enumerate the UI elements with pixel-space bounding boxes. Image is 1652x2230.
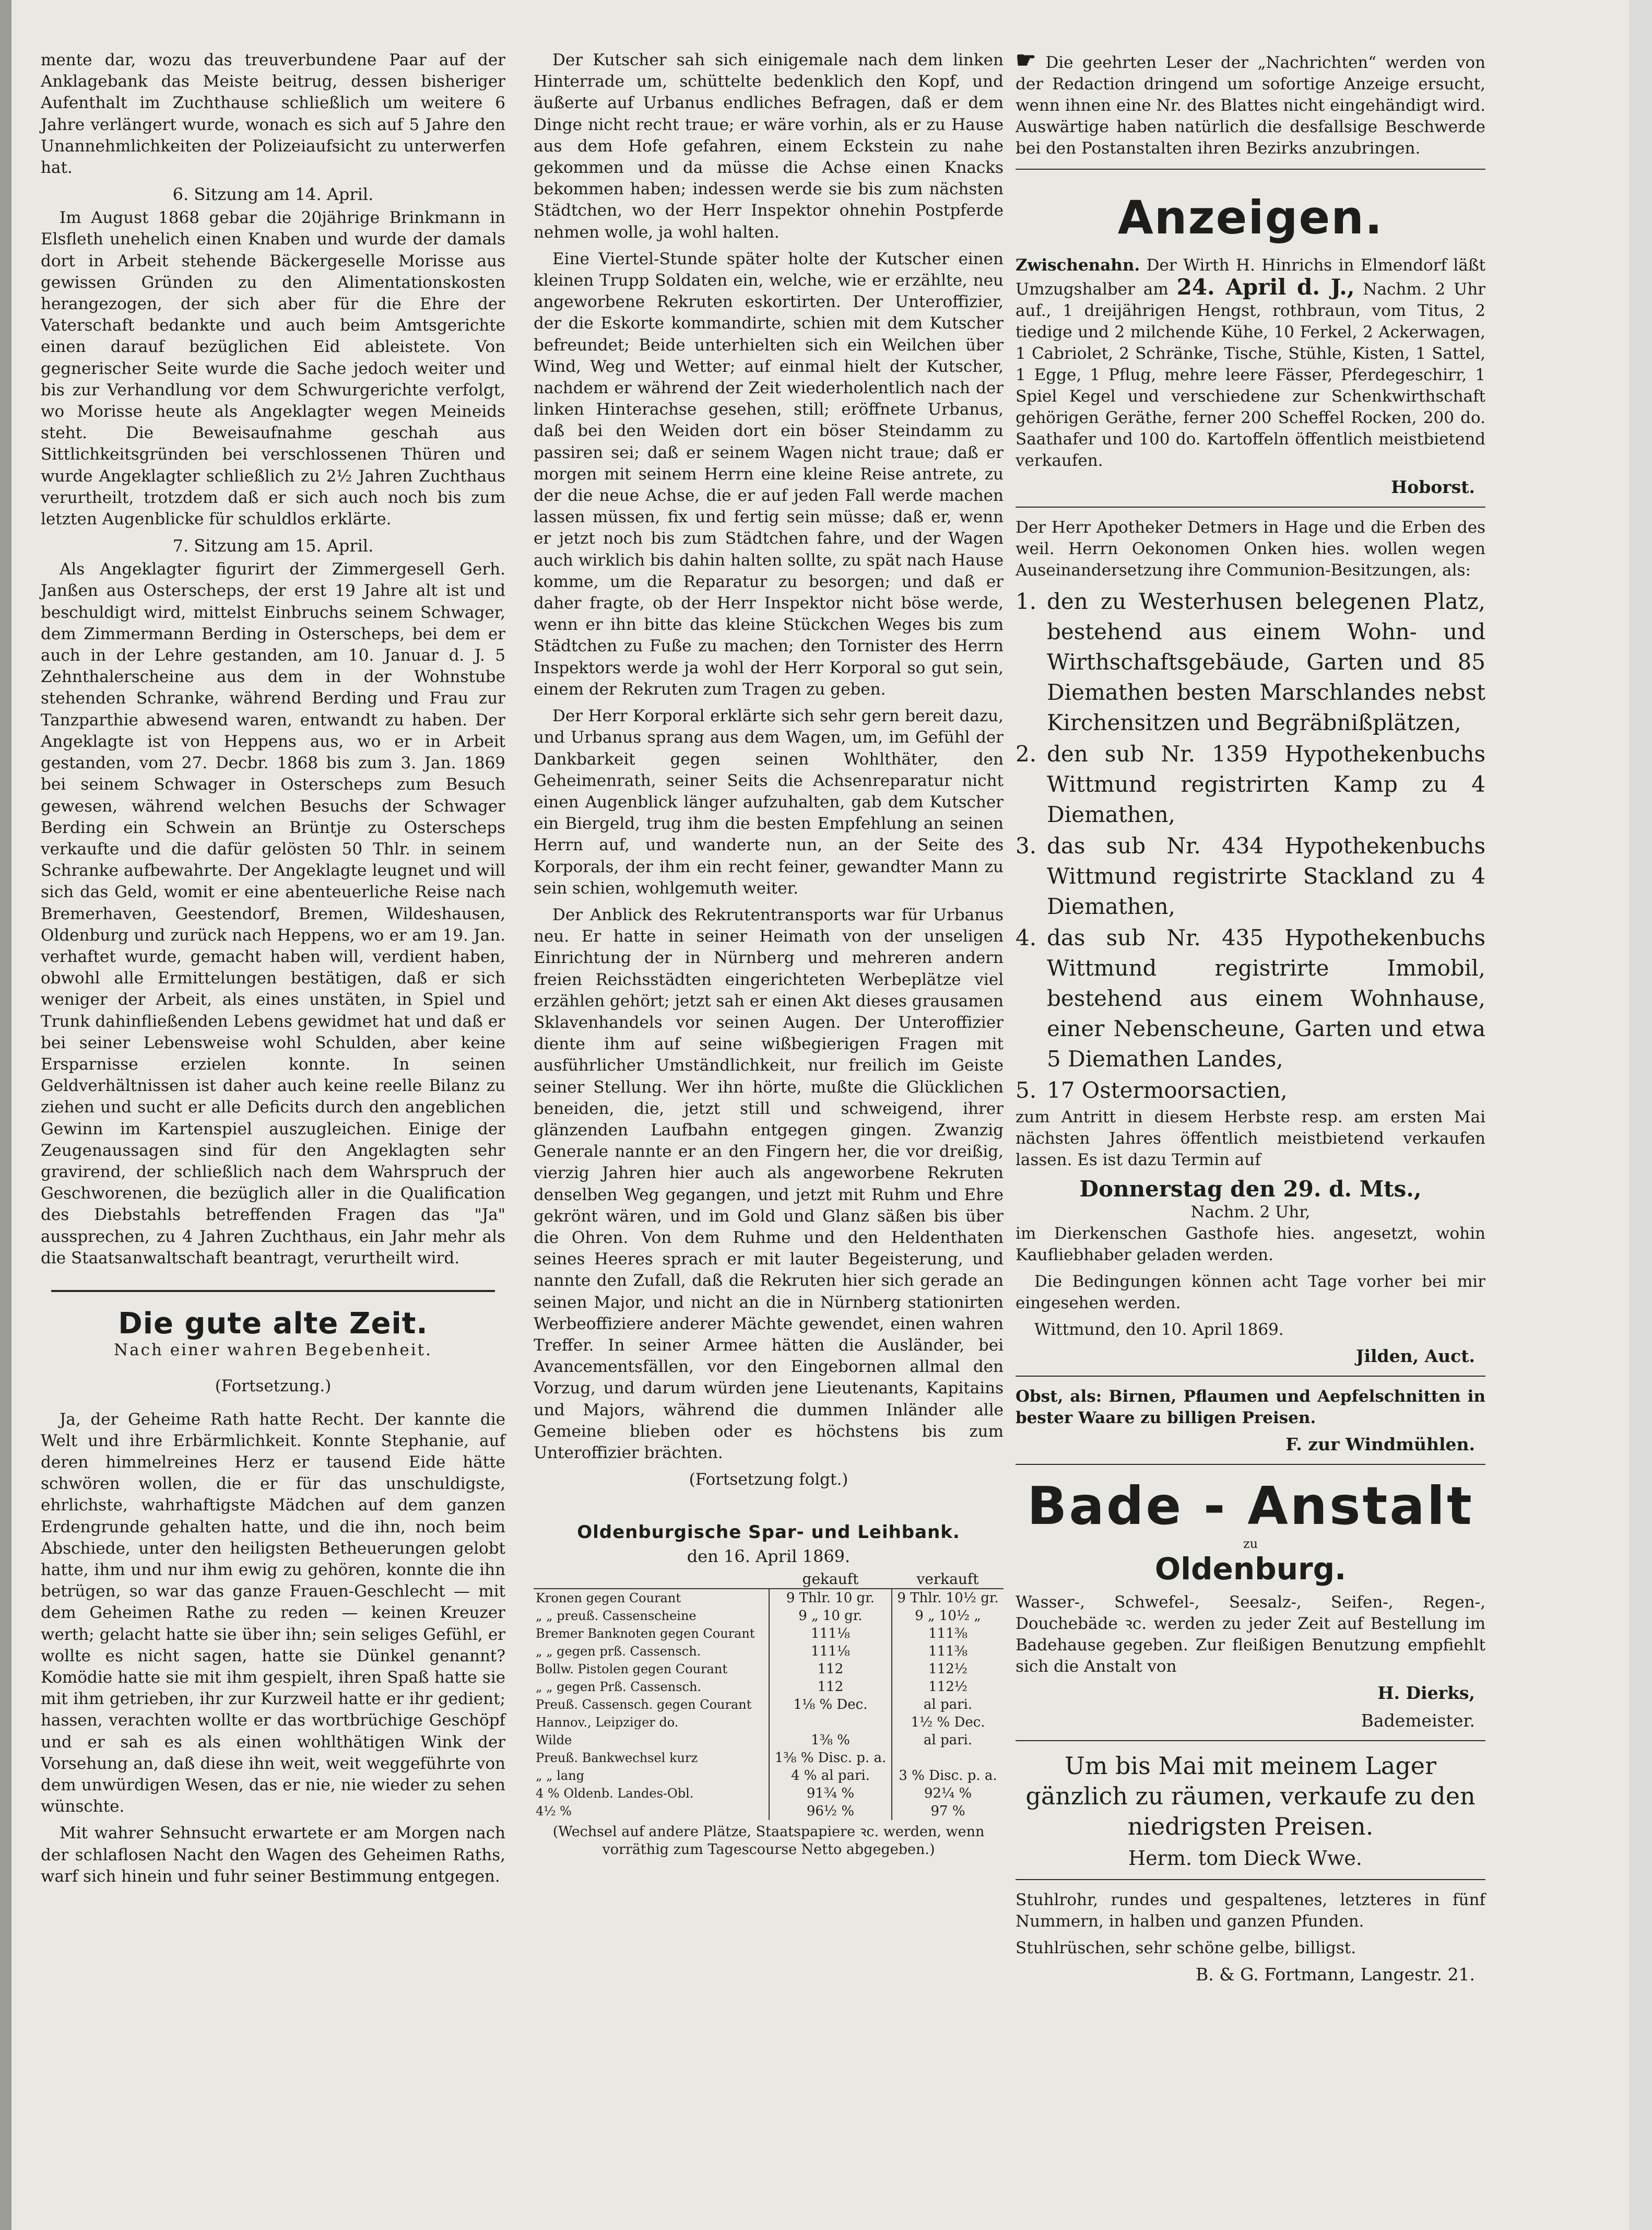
story-paragraph: Mit wahrer Sehnsucht erwartete er am Morgen nach der schlaflosen Nacht den Wagen des Geheimen Raths, warf sich hinein und fuhr seiner Bestimmung entgegen.: [41, 1824, 505, 1886]
court-intro: mente dar, wozu das treuverbundene Paar auf der Anklagebank das Meiste beitrug, dessen bisheriger Aufenthalt im Zuchthause schließlich um weitere 6 Jahre verlängert wurde, wonach es sich auf 5 Jahre den Unannehmlichkeiten der Polizeiaufsicht zu unterwerfen hat.: [41, 51, 505, 178]
land-sale-intro: Der Herr Apotheker Detmers in Hage und die Erben des weil. Herrn Oekonomen Onken hies. wollen wegen Auseinandersetzung ihre Communion-Besitzungen, als:: [1016, 518, 1485, 580]
table-row: [534, 1589, 1004, 1607]
auction-ad-zwischenahn: [1016, 255, 1485, 472]
table-cell: 111⅜: [928, 1643, 967, 1659]
table-header-cell: [534, 1570, 769, 1589]
scan-edge-right: [1629, 0, 1652, 2230]
bath-house-zu: zu: [1243, 1536, 1258, 1551]
list-item-text: das sub Nr. 434 Hypothekenbuchs Wittmund registrirte Stackland zu 4 Diemathen,: [1047, 833, 1485, 919]
list-item: [1016, 586, 1485, 738]
ad-signature: Herm. tom Dieck Wwe.: [1128, 1847, 1362, 1870]
table-cell: al pari.: [923, 1732, 973, 1748]
table-cell: Wilde: [536, 1732, 572, 1747]
table-header-row: [534, 1570, 1004, 1589]
table-cell: 92¼ %: [924, 1785, 972, 1801]
story-paragraph: Der Kutscher sah sich einigemale nach dem linken Hinterrade um, schüttelte bedenklich den Kopf, und äußerte auf Urbanus endliches Befragen, daß er dem Dinge nicht recht traue; er wäre vorhin, als er zu Hause aus dem Hofe gefahren, einem Eckstein zu nahe gekommen und da müsse die Achse einen Knacks bekommen haben; indessen werde sie bis zum nächsten Städtchen, wo der Herr Inspektor ohnehin Postpferde nehmen wolle, ja wohl halten.: [534, 51, 1004, 242]
table-cell: 1⅜ % Disc. p. a.: [769, 1749, 892, 1767]
column-right: [1016, 47, 1485, 1992]
cane-ad: Stuhlrohr, rundes und gespaltenes, letzteres in fünf Nummern, in halben und ganzen Pfunden.: [1016, 1891, 1485, 1931]
column-middle: [534, 50, 1004, 1859]
table-cell: Preuß. Cassensch. gegen Courant: [536, 1697, 752, 1712]
table-row: [534, 1802, 1004, 1820]
bath-house-text: Wasser-, Schwefel-, Seesalz-, Seifen-, Regen-, Douchebäde ꝛc. werden zu jeder Zeit auf Bestellung im Badehause gegeben. Zur fleißigen Benutzung empfiehlt sich die Anstalt von: [1016, 1593, 1485, 1676]
section-divider: [51, 1290, 495, 1292]
list-item-text: 17 Ostermoorsactien,: [1047, 1077, 1288, 1103]
table-row: [534, 1660, 1004, 1678]
table-cell: 1⅜ %: [769, 1731, 892, 1749]
reader-notice-text: Die geehrten Leser der „Nachrichten“ werden von der Redaction dringend um sofortige Anzeige ersucht, wenn ihnen eine Nr. des Blattes nicht eingehändigt wird. Auswärtige haben natürlich die desfallsige Beschwerde bei den Postanstalten ihren Bezirks anzubringen.: [1016, 53, 1485, 158]
story-paragraph: Eine Viertel-Stunde später holte der Kutscher einen kleinen Trupp Soldaten ein, welche, wie er erzählte, neu angeworbene Rekruten eskortirten. Der Unteroffizier, der die Eskorte kommandirte, schien mit dem Kutscher befreundet; Beide unterhielten sich ein Weilchen über Wind, Weg und Wetter; auf einmal hielt der Kutscher, nachdem er während der Zeit wiederholentlich nach der linken Hinterachse gesehen, still; eröffnete Urbanus, daß bei den Weiden dort ein böser Steindamm zu passiren sei; daß er seinem Wagen nicht traue; daß er morgen mit seinem Herrn eine kleine Reise antrete, zu der die neue Achse, die er auf jeden Fall werde machen lassen müssen, fix und fertig sein müsse; daß er, wenn er jetzt noch bis zum Städtchen fahre, und der Wagen auch wirklich bis dahin halten sollte, zu spät nach Hause komme, um die Reparatur zu besorgen; und daß er daher fragte, ob der Herr Inspektor nicht böse werde, wenn er ihn bitte das kleine Stückchen Weges bis zum Städtchen zu Fuße zu machen; den Tornister des Herrn Inspektors werde ja wohl der Herr Korporal so gut sein, einem der Rekruten zum Tragen zu geben.: [534, 249, 1004, 699]
ad-signature: F. zur Windmühlen.: [1285, 1434, 1475, 1454]
story-title: Die gute alte Zeit.: [118, 1306, 428, 1341]
story-paragraph: Ja, der Geheime Rath hatte Recht. Der kannte die Welt und ihre Erbärmlichkeit. Konnte Stephanie, auf deren himmelreines Herz er tausend Eide hätte schwören wollen, die er für das unschuldigste, ehrlichste, wahrhaftigste Mädchen auf dem ganzen Erdengrunde gehalten hatte, und die ihn, noch beim Abschiede, unter den heiligsten Betheuerungen gelobt hatte, ihm und nur ihm ewig zu gehören, konnte die ihn betrügen, so war das ganze Frauen-Geschlecht — mit dem Geheimen Rathe zu reden — keinen Kreuzer werth; gelacht hatte sie über ihn; sein seliges Gefühl, er wollte es nicht sagen, hatte sie Dünkel genannt? Komödie hatte sie mit ihm gespielt, ihren Spaß hatte sie mit ihm getrieben, ihr zur Kurzweil hatte er ihr gedient; hassen, verachten wollte er das wortbrüchige Geschöpf und er sah es als einen wohlthätigen Wink der Vorsehung an, daß diese ihn weit, weit weggeführte von dem unwürdigen Wesen, das er nie, nie wieder zu sehen wünschte.: [41, 1410, 505, 1816]
table-cell: 111⅛: [769, 1625, 892, 1642]
ad-signature: B. & G. Fortmann, Langestr. 21.: [1195, 1964, 1475, 1985]
list-item-number: 5.: [1016, 1077, 1037, 1103]
list-item-text: den sub Nr. 1359 Hypothekenbuchs Wittmund registrirten Kamp zu 4 Diemathen,: [1047, 741, 1485, 827]
ad-text: Nachm. 2 Uhr auf., 1 dreijährigen Hengst, rothbraun, vom Titus, 2 tiedige und 2 milchende Kühe, 10 Ferkel, 2 Ackerwagen, 1 Cabriolet, 2 Schränke, Tische, Stühle, Kisten, 1 Sattel, 1 Egge, 1 Pflug, mehre leere Fässer, Pferdegeschirr, 1 Spiel Kegel und verschiedene zur Schenkwirthschaft gehörigen Geräthe, ferner 200 Scheffel Rocken, 200 do. Saathafer und 100 do. Kartoffeln öffentlich meistbietend verkaufen.: [1016, 280, 1485, 470]
table-cell: [892, 1749, 1004, 1767]
table-row: [534, 1642, 1004, 1660]
list-item-number: 3.: [1016, 833, 1037, 859]
table-header-cell: verkauft: [892, 1570, 1004, 1589]
clearance-sale-ad: Um bis Mai mit meinem Lager gänzlich zu räumen, verkaufe zu den niedrigsten Preisen.: [1025, 1752, 1476, 1840]
table-row: [534, 1731, 1004, 1749]
table-cell: 111⅜: [928, 1625, 967, 1641]
story-to-be-continued: (Fortsetzung folgt.): [689, 1470, 848, 1489]
bath-house-title: Bade - Anstalt: [1027, 1475, 1474, 1536]
table-cell: 91¾ %: [769, 1785, 892, 1802]
table-cell: [769, 1713, 892, 1731]
land-sale-conditions: Die Bedingungen können acht Tage vorher bei mir eingesehen werden.: [1016, 1272, 1485, 1312]
table-cell: 112½: [928, 1661, 967, 1677]
ad-divider: [1016, 1464, 1485, 1465]
story-paragraph: Der Herr Korporal erklärte sich sehr gern bereit dazu, und Urbanus sprang aus dem Wagen, um, im Gefühl der Dankbarkeit gegen seinen Wohlthäter, den Geheimenrath, seiner Seits die Achsenreparatur nicht einen Augenblick länger aufzuhalten, gab dem Kutscher ein Biergeld, trug ihm die besten Empfehlung an seinen Herrn auf, und wanderte nun, an der Seite des Korporals, der ihm ein recht feiner, gewandter Mann zu sein schien, wohlgemuth weiter.: [534, 707, 1004, 898]
table-row: [534, 1607, 1004, 1625]
table-cell: 1½ % Dec.: [911, 1714, 985, 1730]
bank-footnote: (Wechsel auf andere Plätze, Staatspapiere ꝛc. werden, wenn vorräthig zum Tagescourse Netto abgegeben.): [552, 1823, 985, 1858]
table-cell: Hannov., Leipziger do.: [536, 1715, 679, 1730]
session-7-heading: 7. Sitzung am 15. April.: [172, 536, 374, 556]
exchange-rate-table: [534, 1570, 1004, 1820]
list-item-number: 1.: [1016, 589, 1037, 614]
list-item-text: das sub Nr. 435 Hypothekenbuchs Wittmund registrirte Immobil, bestehend aus einem Wohnhause, einer Nebenscheune, Garten und etwa 5 Diemathen Landes,: [1047, 925, 1485, 1072]
table-cell: 112: [769, 1660, 892, 1678]
table-row: [534, 1785, 1004, 1802]
ad-divider: [1016, 1376, 1485, 1377]
table-cell: Preuß. Bankwechsel kurz: [536, 1750, 698, 1765]
story-paragraph: Der Anblick des Rekrutentransports war für Urbanus neu. Er hatte in seiner Heimath von der unseligen Einrichtung der in Nürnberg und mehreren andern freien Reichsstädten eingerichteten Werbeplätze viel erzählen gehört; jetzt sah er einen Akt dieses grausamen Sklavenhandels vor seinen Augen. Der Unteroffizier diente ihm auf seine wißbegierigen Fragen mit ausführlicher Umständlichkeit, nur freilich im Geiste seiner Stellung. Wer ihn hörte, mußte die Glücklichen beneiden, die, jetzt still und schweigend, ihrer glänzenden Laufbahn entgegen gingen. Zwanzig Generale nannte er an den Fingern her, die vor dreißig, vierzig Jahren hier auch als angeworbene Rekruten denselben Weg gegangen, und jetzt mit Ruhm und Ehre gekrönt wären, und im Gold und Glanz säßen bis über die Ohren. Von dem Ruhme und den Heldenthaten seines Heeres sprach er mit lauter Begeisterung, und nannte den Zufall, daß die Rekruten hier sich gerade an seinen Major, und nicht an die in Nürnberg stationirten Werbeoffiziere anderer Mächte gewendet, einen wahren Treffer. In seiner Armee hätten die Ausländer, bei Avancementsfällen, vor den Eingebornen allmal den Vorzug, und darum würden jene Lieutenants, Kapitains und Majors, während die dummen Inländer alle Gemeine blieben oder es höchstens bis zum Unteroffizier brächten.: [534, 905, 1004, 1462]
table-cell: al pari.: [923, 1696, 973, 1712]
table-cell: 112: [769, 1678, 892, 1696]
bath-house-place: Oldenburg.: [1154, 1551, 1347, 1587]
court-case-6: Im August 1868 gebar die 20jährige Brinkmann in Elsfleth unehelich einen Knaben und wurde der damals dort in Arbeit stehende Bäckergeselle Morisse aus gewissen Gründen zu den Alimentationskosten herangezogen, der sich aber für die Ehre der Vaterschaft bedankte und auch beim Amtsgerichte einen darauf bezüglichen Eid ableistete. Von gegnerischer Seite wurde die Sache jedoch weiter und bis zur Verhandlung vor dem Schwurgerichte verfolgt, wo Morisse heute als Angeklagter wegen Meineids steht. Die Beweisaufnahme geschah aus Sittlichkeitsgründen bei verschlossenen Thüren und wurde Angeklagter schließlich zu 2½ Jahren Zuchthaus verurtheilt, trotzdem daß er sich auch noch bis zum letzten Augenblicke für schuldlos erklärte.: [41, 208, 505, 529]
scan-edge-left: [0, 0, 11, 2230]
column-left: [41, 50, 505, 1893]
table-cell: 3 % Disc. p. a.: [899, 1767, 997, 1783]
list-item: [1016, 1075, 1485, 1106]
table-cell: 9 Thlr. 10½ gr.: [897, 1590, 999, 1606]
land-sale-time: Nachm. 2 Uhr,: [1190, 1203, 1311, 1222]
land-sale-place: im Dierkenschen Gasthofe hies. angesetzt, wohin Kaufliebhaber geladen werden.: [1016, 1224, 1485, 1264]
ad-divider: [1016, 507, 1485, 508]
table-cell: 4 % Oldenb. Landes-Obl.: [536, 1786, 694, 1801]
ad-location: Zwischenahn.: [1016, 256, 1140, 275]
table-cell: „ „ gegen Prß. Cassensch.: [536, 1679, 702, 1694]
section-divider: [1016, 169, 1485, 170]
table-cell: 111⅛: [769, 1642, 892, 1660]
table-row: [534, 1696, 1004, 1713]
table-cell: 9 Thlr. 10 gr.: [769, 1589, 892, 1607]
table-row: [534, 1713, 1004, 1731]
table-cell: „ „ preuß. Cassenscheine: [536, 1608, 697, 1623]
list-item: [1016, 831, 1485, 922]
table-cell: 9 „ 10 gr.: [769, 1607, 892, 1625]
ad-signature-title: Bademeister.: [1361, 1710, 1475, 1731]
session-6-heading: 6. Sitzung am 14. April.: [172, 184, 374, 205]
ad-signature: Jilden, Auct.: [1355, 1346, 1475, 1366]
ad-text: Der Wirth H. Hinrichs in Elmendorf läßt Umzugshalber am: [1016, 256, 1485, 299]
list-item: [1016, 739, 1485, 830]
list-item-number: 4.: [1016, 925, 1037, 950]
table-row: [534, 1625, 1004, 1642]
table-cell: „ „ lang: [536, 1768, 584, 1783]
list-item-text: den zu Westerhusen belegenen Platz, bestehend aus einem Wohn- und Wirthschaftsgebäude, Garten und 85 Diemathen besten Marschlandes nebst Kirchensitzen und Begräbnißplätzen,: [1047, 589, 1485, 735]
ad-divider: [1016, 1879, 1485, 1880]
table-cell: 1⅛ % Dec.: [769, 1696, 892, 1713]
list-item-number: 2.: [1016, 741, 1037, 767]
reader-notice: [1016, 47, 1485, 159]
bank-date: den 16. April 1869.: [687, 1546, 851, 1566]
ad-signature: Hoborst.: [1391, 477, 1475, 497]
table-cell: Kronen gegen Courant: [536, 1590, 681, 1605]
table-cell: 4 % al pari.: [769, 1767, 892, 1785]
ad-date: 24. April d. J.,: [1176, 274, 1355, 300]
land-sale-list: [1016, 586, 1485, 1106]
table-cell: 112½: [928, 1679, 967, 1695]
advertisements-heading: Anzeigen.: [1117, 191, 1384, 244]
list-item: [1016, 923, 1485, 1074]
table-cell: 4½ %: [536, 1803, 572, 1818]
ad-signature: H. Dierks,: [1377, 1683, 1475, 1703]
table-cell: „ „ gegen prß. Cassensch.: [536, 1644, 701, 1659]
table-row: [534, 1678, 1004, 1696]
land-sale-dateline: Wittmund, den 10. April 1869.: [1034, 1320, 1284, 1339]
ad-divider: [1016, 1740, 1485, 1741]
cane-ad: Stuhlrüschen, sehr schöne gelbe, billigst.: [1016, 1939, 1356, 1957]
table-cell: Bollw. Pistolen gegen Courant: [536, 1661, 727, 1676]
pointing-hand-icon: ☛: [1016, 47, 1036, 74]
fruit-ad: Obst, als: Birnen, Pflaumen und Aepfelschnitten in bester Waare zu billigen Preisen.: [1016, 1387, 1485, 1427]
story-continuation: (Fortsetzung.): [215, 1377, 332, 1396]
table-cell: Bremer Banknoten gegen Courant: [536, 1626, 755, 1641]
land-sale-text: zum Antritt in diesem Herbste resp. am ersten Mai nächsten Jahres öffentlich meistbietend verkaufen lassen. Es ist dazu Termin auf: [1016, 1108, 1485, 1169]
exchange-rate-rows: [534, 1589, 1004, 1820]
court-case-7: Als Angeklagter figurirt der Zimmergesell Gerh. Janßen aus Osterscheps, der erst 19 Jahre alt ist und beschuldigt wird, mittelst Einbruchs seinem Schwager, dem Zimmermann Berding in Osterscheps, bei dem er auch in der Lehre gestanden, am 10. Januar d. J. 5 Zehnthalerscheine aus dem in der Wohnstube stehenden Schranke, während Berding und Frau zur Tanzparthie abwesend waren, entwandt zu haben. Der Angeklagte ist von Heppens aus, wo er in Arbeit gestanden, vom 27. Decbr. 1868 bis zum 3. Jan. 1869 bei seinem Schwager in Osterscheps zum Besuch gewesen, während welchen Besuchs der Schwager Berding ein Schwein an Brüntje zu Osterscheps verkaufte und die dafür gelösten 50 Thlr. in seinem Schranke aufbewahrte. Der Angeklagte leugnet und will sich das Geld, womit er eine abenteuerliche Reise nach Bremerhaven, Geestendorf, Bremen, Wildeshausen, Oldenburg und zurück nach Heppens, wo er am 19. Jan. verhaftet wurde, gemacht haben will, verdient haben, obwohl alle Ermittelungen bestätigen, daß er sich weniger der Arbeit, als eines unstäten, in Spiel und Trunk dahinfließenden Lebens gewidmet hat und daß er bei seiner Lebensweise wohl Schulden, aber keine Ersparnisse erzielen konnte. In seinen Geldverhältnissen ist daher auch keine reelle Bilanz zu ziehen und sucht er alle Deficits durch den angeblichen Gewinn im Kartenspiel auszugleichen. Einige der Zeugenaussagen sind für den Angeklagten sehr gravirend, der schließlich nach dem Wahrspruch der Geschworenen, die bezüglich aller in die Qualification des Diebstahls betreffenden Fragen das "Ja" aussprechen, zu 4 Jahren Zuchthaus, ein Jahr mehr als die Staatsanwaltschaft beantragt, verurtheilt wird.: [41, 560, 505, 1267]
land-sale-date: Donnerstag den 29. d. Mts.,: [1079, 1176, 1422, 1202]
table-row: [534, 1749, 1004, 1767]
table-cell: 9 „ 10½ „: [915, 1607, 981, 1624]
table-row: [534, 1767, 1004, 1785]
bank-title: Oldenburgische Spar- und Leihbank.: [577, 1522, 960, 1543]
table-header-cell: gekauft: [769, 1570, 892, 1589]
table-cell: 96½ %: [769, 1802, 892, 1820]
table-cell: 97 %: [930, 1803, 965, 1819]
story-subtitle: Nach einer wahren Begebenheit.: [113, 1341, 432, 1360]
